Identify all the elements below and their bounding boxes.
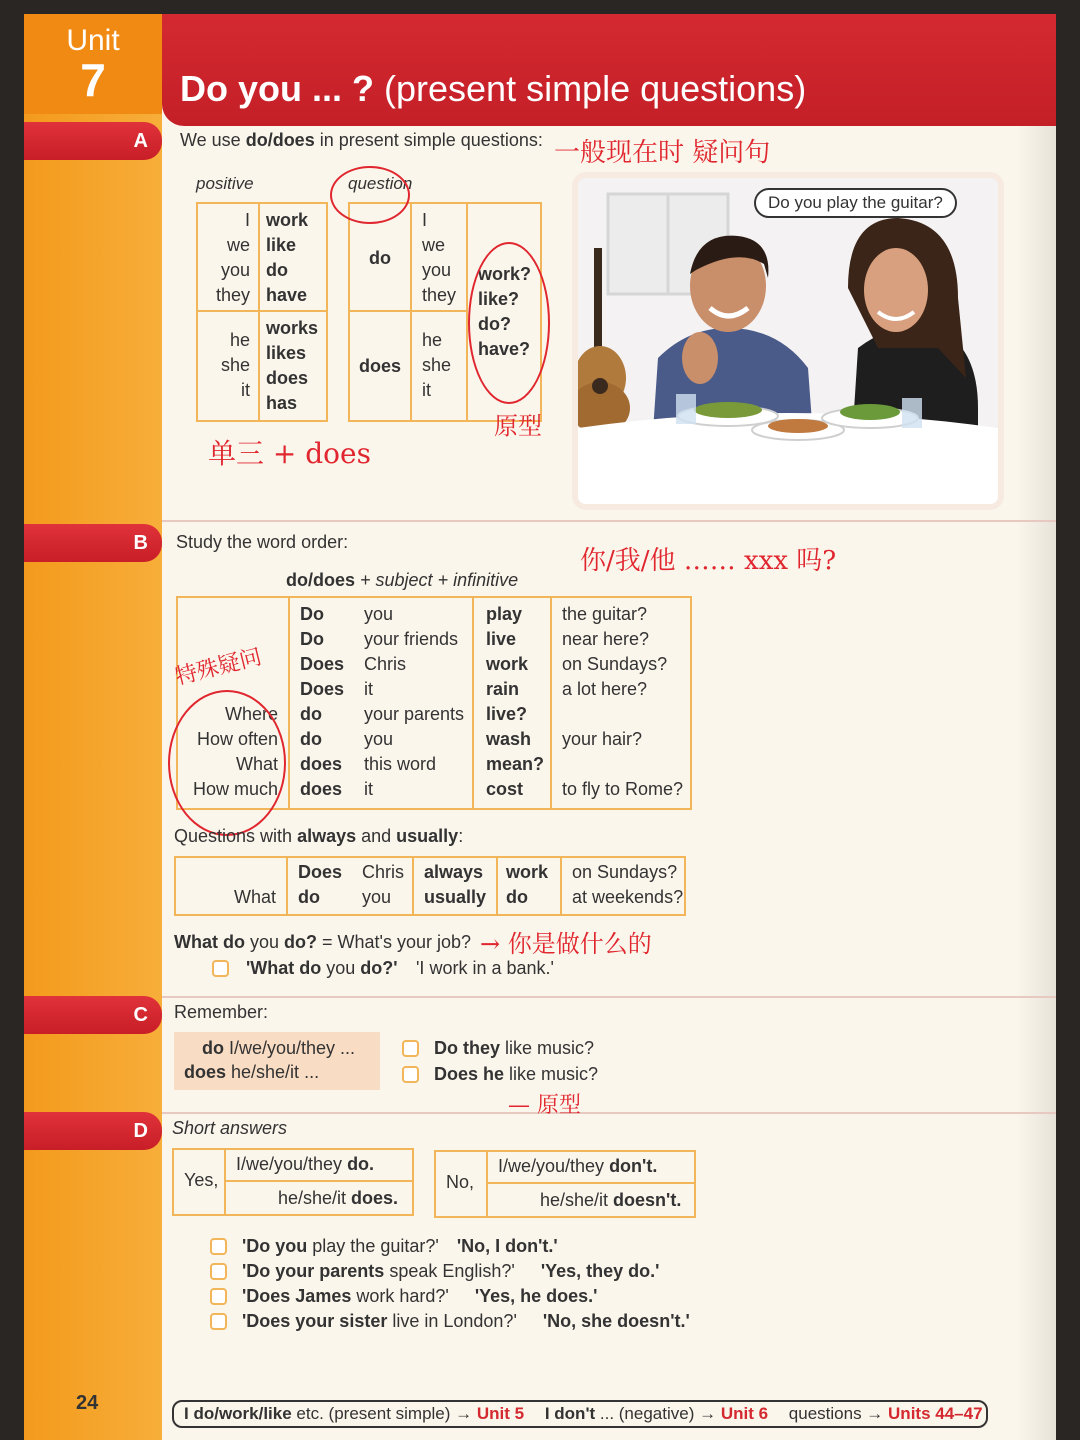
remember-do: do I/we/you/they ... [202, 1038, 356, 1058]
section-a-intro: We use do/does in present simple questions: [180, 130, 543, 150]
remember-label: Remember: [174, 1002, 269, 1022]
handwritten-circle [168, 690, 286, 836]
yes-label: Yes, [184, 1170, 219, 1190]
adverb-subject: Chris you [362, 862, 405, 907]
handwritten-circle [330, 166, 413, 224]
remember-example-2: Does he like music? [434, 1064, 599, 1084]
adverb-aux: Does do [298, 862, 343, 907]
audio-checkbox[interactable] [402, 1040, 419, 1057]
link-unit-6[interactable]: Unit 6 [720, 1404, 769, 1423]
cross-reference-footer: I do/work/like etc. (present simple) → Unit 5 I don't ... (negative) → Unit 6 questions → Units 44–47 [172, 1400, 988, 1428]
section-label-d: D [24, 1112, 162, 1150]
speech-bubble: Do you play the guitar? [754, 188, 957, 218]
unit-word: Unit [66, 24, 120, 57]
handwritten-note: 原型 [494, 412, 542, 440]
infinitive-column: play live work rain live? wash mean? cost [486, 604, 545, 799]
adverb-wh: What [233, 887, 276, 907]
short-answer-example: 'Does your sister live in London?' 'No, she doesn't.' [242, 1311, 690, 1331]
yes-plural: I/we/you/they do. [236, 1154, 375, 1174]
handwritten-note: 一般现在时 疑问句 [554, 138, 771, 168]
link-unit-5[interactable]: Unit 5 [476, 1404, 525, 1423]
question-verbs: work? like? do? have? [478, 264, 532, 359]
section-divider [162, 996, 1056, 998]
positive-subjects-plural: I we you they [215, 210, 250, 305]
short-answer-example: 'Do you play the guitar?' 'No, I don't.' [242, 1236, 558, 1256]
example-answer: 'I work in a bank.' [416, 958, 554, 978]
section-label-c: C [24, 996, 162, 1034]
audio-checkbox[interactable] [210, 1313, 227, 1330]
handwritten-note: 单三 + does [208, 437, 371, 470]
positive-table [196, 202, 328, 422]
word-order-formula: do/does + subject + infinitive [286, 570, 519, 590]
audio-checkbox[interactable] [402, 1066, 419, 1083]
handwritten-note: 特殊疑问 [172, 644, 265, 691]
handwritten-note: 你/我/他 …… xxx 吗? [580, 546, 837, 576]
short-answers-title: Short answers [172, 1118, 288, 1138]
yes-singular: he/she/it does. [278, 1188, 399, 1208]
subject-column: you your friends Chris it your parents you this word it [364, 604, 465, 799]
example-question: 'What do you do?' [246, 958, 398, 978]
always-usually-intro: Questions with always and usually: [174, 826, 464, 846]
title-bar [162, 14, 1056, 126]
audio-checkbox[interactable] [210, 1288, 227, 1305]
audio-checkbox[interactable] [210, 1238, 227, 1255]
question-aux-does: does [358, 356, 401, 376]
page-title: Do you ... ? (present simple questions) [180, 68, 807, 109]
positive-subjects-singular: he she it [220, 330, 250, 400]
handwritten-note: → 你是做什么的 [480, 930, 652, 958]
remember-box [174, 1032, 380, 1090]
section-divider [162, 520, 1056, 522]
section-divider [162, 1112, 1056, 1114]
section-label-a: A [24, 122, 162, 160]
adverb-table [174, 856, 686, 916]
rest-column: the guitar? near here? on Sundays? a lot here? your hair? to fly to Rome? [562, 604, 684, 799]
unit-badge [24, 14, 162, 114]
illustration-two-people-dining [578, 178, 998, 504]
section-b-intro: Study the word order: [176, 532, 349, 552]
link-units-44-47[interactable]: Units 44–47 [888, 1404, 983, 1423]
audio-checkbox[interactable] [212, 960, 229, 977]
short-answer-example: 'Do your parents speak English?' 'Yes, they do.' [242, 1261, 660, 1281]
adverb-rest: on Sundays? at weekends? [572, 862, 684, 907]
remember-does: does he/she/it ... [184, 1062, 320, 1082]
page-edge-shadow [1016, 14, 1056, 1440]
auxiliary-column: Do Do Does Does do do does does [300, 604, 345, 799]
section-label-b: B [24, 524, 162, 562]
short-answers-yes-table [172, 1148, 414, 1216]
handwritten-note: — 原型 [508, 1093, 581, 1118]
textbook-page [24, 14, 1056, 1440]
what-do-you-do-note: What do you do? = What's your job? [174, 932, 472, 952]
question-subjects-singular: he she it [422, 330, 452, 400]
sidebar [24, 14, 162, 1440]
adverb-verbs: work do [506, 862, 549, 907]
remember-example-1: Do they like music? [434, 1038, 595, 1058]
handwritten-circle [468, 242, 550, 404]
wh-words-column: Where How often What How much [192, 704, 278, 799]
positive-verbs-plural: work like do have [266, 210, 309, 305]
audio-checkbox[interactable] [210, 1263, 227, 1280]
adverb-words: always usually [424, 862, 487, 907]
short-answer-example: 'Does James work hard?' 'Yes, he does.' [242, 1286, 598, 1306]
page-number: 24 [76, 1392, 99, 1414]
short-answers-no-table [434, 1150, 696, 1218]
unit-number: 7 [80, 54, 106, 106]
no-plural: I/we/you/they don't. [498, 1156, 658, 1176]
positive-verbs-singular: works likes does has [266, 318, 319, 413]
label-question: question [348, 174, 413, 193]
no-label: No, [446, 1172, 475, 1192]
label-positive: positive [196, 174, 254, 193]
question-subjects-plural: I we you they [422, 210, 457, 305]
no-singular: he/she/it doesn't. [540, 1190, 682, 1210]
question-aux-do: do [369, 248, 391, 268]
illustration-svg [578, 178, 998, 504]
